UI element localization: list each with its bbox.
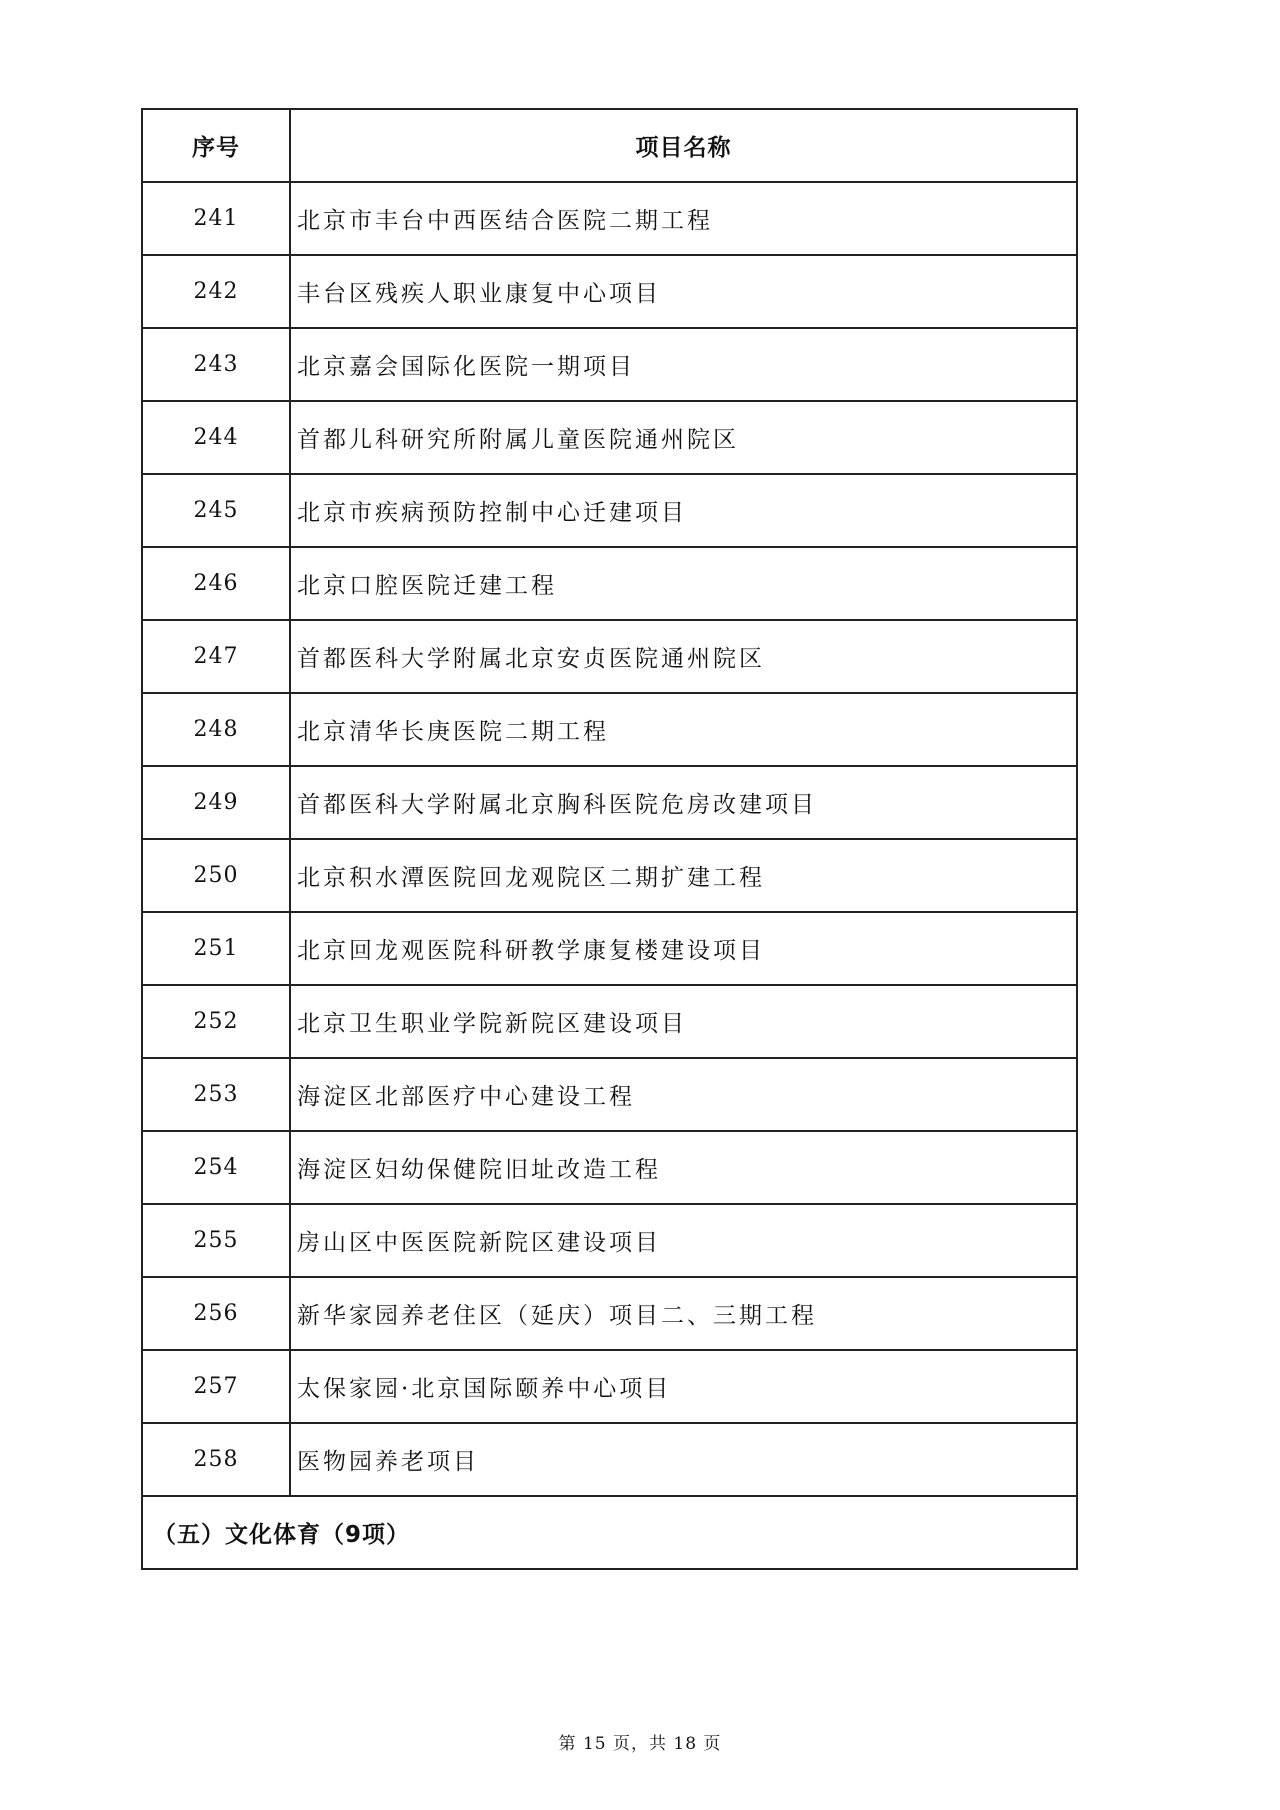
row-serial-number: 255 <box>142 1204 290 1277</box>
row-project-name: 新华家园养老住区（延庆）项目二、三期工程 <box>290 1277 1077 1350</box>
table-row <box>142 1204 1077 1277</box>
table-body <box>142 182 1077 1496</box>
table-row <box>142 693 1077 766</box>
row-project-name: 北京清华长庚医院二期工程 <box>290 693 1077 766</box>
row-project-name: 太保家园·北京国际颐养中心项目 <box>290 1350 1077 1423</box>
table-row <box>142 985 1077 1058</box>
row-project-name: 北京嘉会国际化医院一期项目 <box>290 328 1077 401</box>
table-row <box>142 1350 1077 1423</box>
row-serial-number: 244 <box>142 401 290 474</box>
row-serial-number: 242 <box>142 255 290 328</box>
row-serial-number: 257 <box>142 1350 290 1423</box>
row-project-name: 海淀区北部医疗中心建设工程 <box>290 1058 1077 1131</box>
row-project-name: 丰台区残疾人职业康复中心项目 <box>290 255 1077 328</box>
row-serial-number: 252 <box>142 985 290 1058</box>
table-row <box>142 474 1077 547</box>
table-row <box>142 1131 1077 1204</box>
row-project-name: 医物园养老项目 <box>290 1423 1077 1496</box>
table-row <box>142 1423 1077 1496</box>
row-serial-number: 248 <box>142 693 290 766</box>
row-serial-number: 250 <box>142 839 290 912</box>
row-serial-number: 243 <box>142 328 290 401</box>
row-serial-number: 246 <box>142 547 290 620</box>
table-row <box>142 766 1077 839</box>
row-project-name: 首都儿科研究所附属儿童医院通州院区 <box>290 401 1077 474</box>
row-project-name: 首都医科大学附属北京安贞医院通州院区 <box>290 620 1077 693</box>
header-project-name: 项目名称 <box>290 109 1077 182</box>
row-project-name: 北京市疾病预防控制中心迁建项目 <box>290 474 1077 547</box>
row-serial-number: 254 <box>142 1131 290 1204</box>
row-serial-number: 258 <box>142 1423 290 1496</box>
row-serial-number: 241 <box>142 182 290 255</box>
row-serial-number: 256 <box>142 1277 290 1350</box>
section-label: （五）文化体育（9项） <box>142 1496 1077 1569</box>
row-serial-number: 251 <box>142 912 290 985</box>
row-project-name: 海淀区妇幼保健院旧址改造工程 <box>290 1131 1077 1204</box>
row-project-name: 北京卫生职业学院新院区建设项目 <box>290 985 1077 1058</box>
row-project-name: 北京回龙观医院科研教学康复楼建设项目 <box>290 912 1077 985</box>
table-row <box>142 1277 1077 1350</box>
table-row <box>142 547 1077 620</box>
table-row <box>142 912 1077 985</box>
table-row <box>142 255 1077 328</box>
row-project-name: 首都医科大学附属北京胸科医院危房改建项目 <box>290 766 1077 839</box>
table-row <box>142 839 1077 912</box>
row-project-name: 房山区中医医院新院区建设项目 <box>290 1204 1077 1277</box>
row-serial-number: 249 <box>142 766 290 839</box>
page-footer: 第 15 页，共 18 页 <box>558 1734 722 1754</box>
row-serial-number: 247 <box>142 620 290 693</box>
row-project-name: 北京口腔医院迁建工程 <box>290 547 1077 620</box>
table-row <box>142 182 1077 255</box>
row-project-name: 北京积水潭医院回龙观院区二期扩建工程 <box>290 839 1077 912</box>
section-row <box>142 1496 1077 1569</box>
header-serial-number: 序号 <box>142 109 290 182</box>
row-serial-number: 245 <box>142 474 290 547</box>
table-row <box>142 401 1077 474</box>
table-row <box>142 328 1077 401</box>
row-serial-number: 253 <box>142 1058 290 1131</box>
table-row <box>142 1058 1077 1131</box>
table-row <box>142 620 1077 693</box>
project-table <box>141 108 1078 1570</box>
row-project-name: 北京市丰台中西医结合医院二期工程 <box>290 182 1077 255</box>
table-header-row <box>142 109 1077 182</box>
